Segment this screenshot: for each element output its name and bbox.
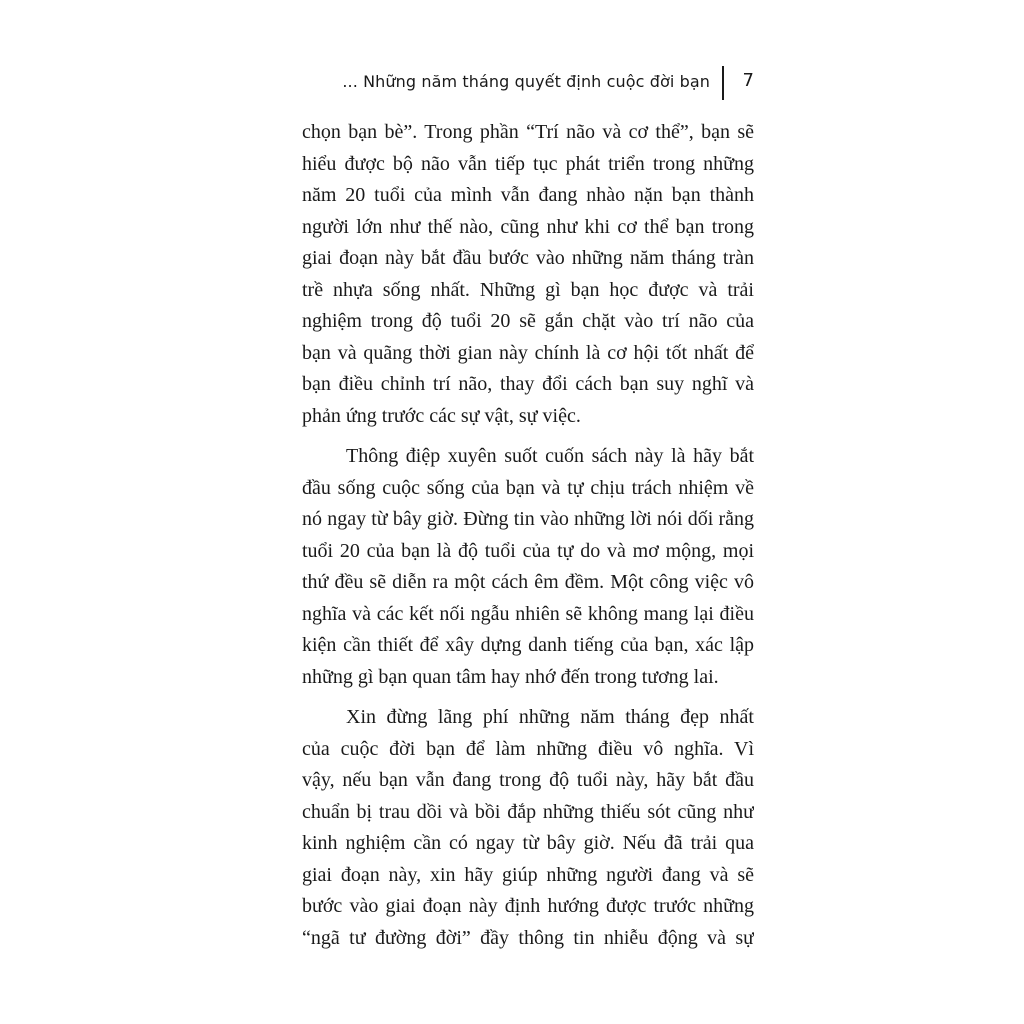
text-line: phản ứng trước các sự vật, sự việc. (302, 404, 581, 427)
text-line: đầu sống cuộc sống của bạn và tự chịu trách nhiệm về (302, 476, 754, 499)
paragraph-3 (302, 702, 754, 954)
paragraph-gap (302, 432, 754, 441)
text-line: người lớn như thế nào, cũng như khi cơ thể bạn trong (302, 215, 754, 238)
text-line: giai đoạn này bắt đầu bước vào những năm tháng tràn (302, 247, 754, 269)
running-head (300, 64, 754, 104)
text-line: kinh nghiệm cần có ngay từ bây giờ. Nếu đã trải qua (302, 832, 754, 854)
text-line: nghĩa và các kết nối ngẫu nhiên sẽ không mang lại điều (302, 602, 754, 625)
text-line: hiểu được bộ não vẫn tiếp tục phát triển trong những (302, 152, 754, 175)
page-number: 7 (742, 70, 754, 91)
paragraph-2 (302, 441, 754, 693)
text-line: vậy, nếu bạn vẫn đang trong độ tuổi này, hãy bắt đầu (302, 769, 754, 791)
paragraph-gap (302, 693, 754, 702)
header-divider (722, 66, 724, 100)
text-line: nghiệm trong độ tuổi 20 sẽ gắn chặt vào trí não của (302, 310, 754, 332)
text-line: trề nhựa sống nhất. Những gì bạn học được và trải (302, 278, 754, 301)
paragraph-1 (302, 117, 754, 432)
text-line: thứ đều sẽ diễn ra một cách êm đềm. Một công việc vô (302, 571, 754, 593)
text-line: Xin đừng lãng phí những năm tháng đẹp nhất (346, 706, 754, 728)
text-line: giai đoạn này, xin hãy giúp những người đang và sẽ (302, 863, 754, 886)
text-line: Thông điệp xuyên suốt cuốn sách này là hãy bắt (346, 445, 754, 467)
text-line: chọn bạn bè”. Trong phần “Trí não và cơ thể”, bạn sẽ (302, 121, 754, 143)
text-line: “ngã tư đường đời” đầy thông tin nhiễu động và sự (302, 926, 754, 949)
text-line: bạn và quãng thời gian này chính là cơ hội tốt nhất để (302, 341, 754, 364)
text-line: nó ngay từ bây giờ. Đừng tin vào những lời nói dối rằng (302, 508, 754, 530)
text-line: tuổi 20 của bạn là độ tuổi của tự do và mơ mộng, mọi (302, 539, 754, 562)
body-text (302, 117, 754, 954)
text-line: bước vào giai đoạn này định hướng được trước những (302, 895, 754, 917)
text-line: của cuộc đời bạn để làm những điều vô nghĩa. Vì (302, 737, 754, 760)
running-title: ... Những năm tháng quyết định cuộc đời bạn (342, 72, 710, 91)
text-line: những gì bạn quan tâm hay nhớ đến trong tương lai. (302, 665, 719, 688)
text-line: bạn điều chỉnh trí não, thay đổi cách bạn suy nghĩ và (302, 373, 754, 395)
text-line: kiện cần thiết để xây dựng danh tiếng của bạn, xác lập (302, 634, 754, 656)
text-line: chuẩn bị trau dồi và bồi đắp những thiếu sót cũng như (302, 800, 754, 823)
text-line: năm 20 tuổi của mình vẫn đang nhào nặn bạn thành (302, 184, 754, 206)
